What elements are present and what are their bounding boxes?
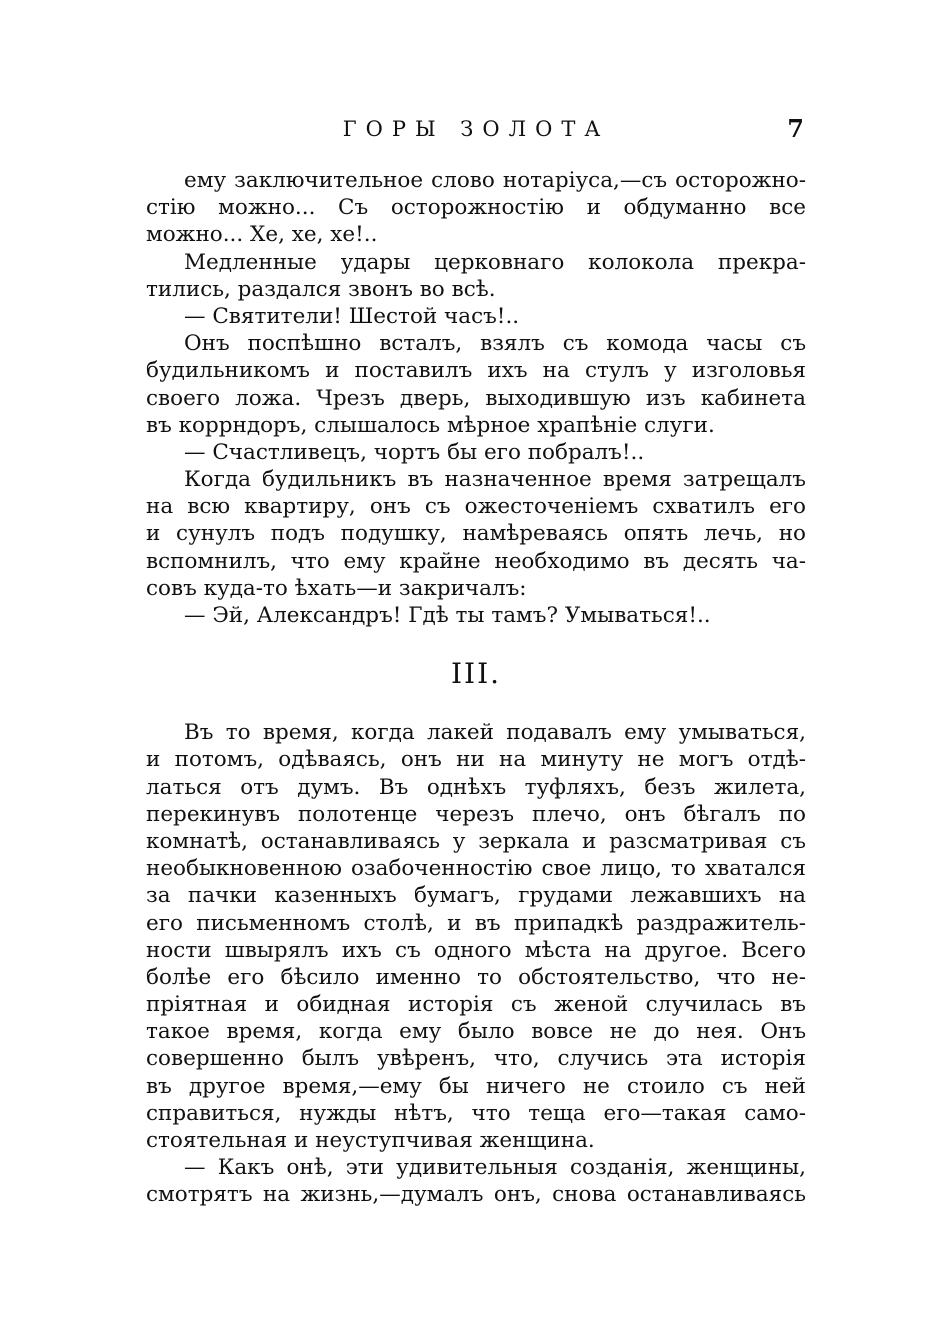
text-line: тились, раздался звонъ во всѣ. xyxy=(146,276,496,302)
paragraph xyxy=(146,439,806,466)
text-line: ности швырялъ ихъ съ одного мѣста на другое. Всего xyxy=(146,937,806,963)
text-line: Когда будильникъ въ назначенное время затрещалъ xyxy=(184,467,806,493)
text-line: своего ложа. Чрезъ дверь, выходившую изъ кабинета xyxy=(146,385,806,411)
text-line: за пачки казенныхъ бумагъ, грудами лежавшихъ на xyxy=(146,883,806,909)
text-line: будильникомъ и поставилъ ихъ на стулъ у изголовья xyxy=(146,358,806,384)
text-line: комнатѣ, останавливаясь у зеркала и разсматривая съ xyxy=(146,828,806,854)
paragraph xyxy=(146,466,806,602)
text-line: совершенно былъ увѣренъ, что, случись эта исторія xyxy=(146,1046,806,1072)
text-line: Медленные удары церковнаго колокола прекра- xyxy=(184,249,806,275)
running-head xyxy=(146,112,806,146)
text-line: въ другое время,—ему бы ничего не стоило съ ней xyxy=(146,1073,806,1099)
running-title: ГОРЫ ЗОЛОТА xyxy=(342,117,610,141)
text-line: стію можно... Съ осторожностію и обдуманно все xyxy=(146,195,806,221)
text-line: перекинувъ полотенце черезъ плечо, онъ бѣгалъ по xyxy=(146,801,806,827)
text-line: пріятная и обидная исторія съ женой случилась въ xyxy=(146,992,806,1018)
text-line: такое время, когда ему было вовсе не до нея. Онъ xyxy=(146,1019,806,1045)
paragraph xyxy=(146,303,806,330)
paragraph xyxy=(146,602,806,629)
text-line: на всю квартиру, онъ съ ожесточеніемъ схватилъ его xyxy=(146,494,806,520)
text-line: болѣе его бѣсило именно то обстоятельство, что не- xyxy=(146,964,806,990)
text-line: справиться, нужды нѣтъ, что теща его—такая само- xyxy=(146,1100,806,1126)
text-line: — Какъ онѣ, эти удивительныя созданія, женщины, xyxy=(184,1155,806,1181)
text-line: его письменномъ столѣ, и въ припадкѣ раздражитель- xyxy=(146,910,806,936)
text-line: совъ куда-то ѣхать—и закричалъ: xyxy=(146,575,527,601)
text-line: латься отъ думъ. Въ однѣхъ туфляхъ, безъ жилета, xyxy=(146,774,806,800)
text-line: — Эй, Александръ! Гдѣ ты тамъ? Умываться!.. xyxy=(184,603,711,628)
text-line: необыкновенною озабоченностію свое лицо, то хватался xyxy=(146,856,806,882)
text-line: ему заключительное слово нотаріуса,—съ осторожно- xyxy=(184,168,806,193)
paragraph xyxy=(146,719,806,1154)
text-line: Онъ поспѣшно всталъ, взялъ съ комода часы съ xyxy=(184,331,806,357)
paragraph xyxy=(146,249,806,303)
body-text xyxy=(146,167,806,1209)
text-line: Въ то время, когда лакей подавалъ ему умываться, xyxy=(184,720,806,746)
text-line: вспомнилъ, что ему крайне необходимо въ десять ча- xyxy=(146,548,806,574)
text-section-bottom xyxy=(146,719,806,1208)
text-line: стоятельная и неуступчивая женщина. xyxy=(146,1128,595,1153)
text-line: въ коррндоръ, слышалось мѣрное храпѣніе слуги. xyxy=(146,412,715,438)
text-line: — Святители! Шестой часъ!.. xyxy=(184,303,520,329)
paragraph xyxy=(146,167,806,249)
text-line: можно... Хе, хе, хе!.. xyxy=(146,222,378,248)
text-line: смотрятъ на жизнь,—думалъ онъ, снова останавливаясь xyxy=(146,1182,806,1208)
paragraph xyxy=(146,1154,806,1208)
paragraph xyxy=(146,330,806,439)
page-number: 7 xyxy=(787,114,804,143)
chapter-heading: III. xyxy=(450,657,502,691)
text-line: — Счастливецъ, чортъ бы его побралъ!.. xyxy=(184,439,645,465)
text-line: и потомъ, одѣваясь, онъ ни на минуту не могъ отдѣ- xyxy=(146,747,806,773)
text-section-top xyxy=(146,167,806,629)
text-line: и сунулъ подъ подушку, намѣреваясь опять лечь, но xyxy=(146,521,806,547)
